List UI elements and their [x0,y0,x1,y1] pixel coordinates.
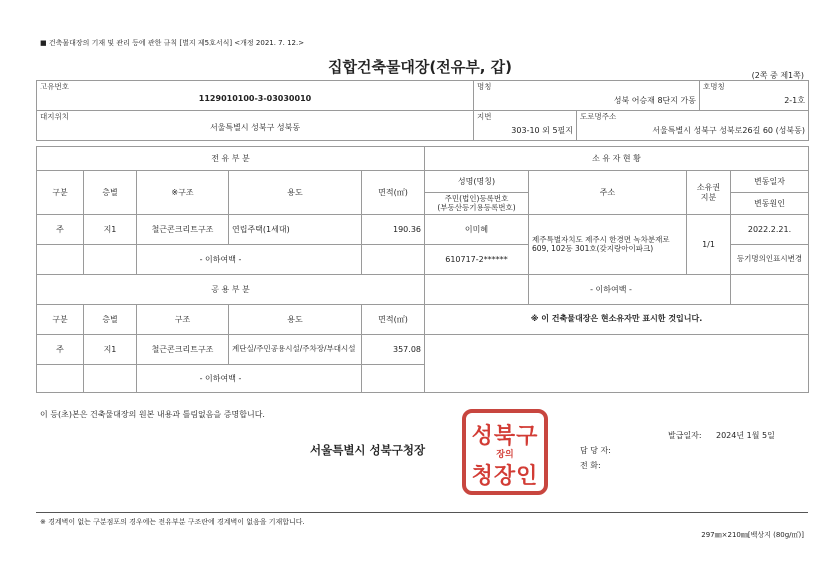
building-name-label: 명칭 [477,82,492,91]
cm-row-area: 357.08 [362,335,425,365]
cm-header-structure: 구조 [137,305,229,335]
owner-name: 이미혜 [425,215,529,245]
site-label: 대지위치 [40,112,69,121]
ex-row-area: 190.36 [362,215,425,245]
road-address-cell [577,111,809,141]
cm-row-floor: 지1 [84,335,137,365]
owner-empty-note: - 이하여백 - [529,275,731,305]
road-address-label: 도로명주소 [580,112,617,121]
ho-value: 2-1호 [784,95,805,105]
ho-label: 호명칭 [703,82,725,91]
owner-address: 제주특별자치도 제주시 한경면 녹차분재로 609, 102동 301호(갖지랑아이파크) [529,215,687,275]
cm-empty-cell [362,365,425,393]
unique-no-label: 고유번호 [40,82,69,91]
ex-row-floor: 지1 [84,215,137,245]
owner-header-change-reason: 변동원인 [731,193,809,215]
owner-change-reason: 등기명의인표시변경 [731,245,809,275]
law-reference: ■ 건축물대장의 기재 및 관리 등에 관한 규칙 [별지 제5호서식] <개정 2021. 7. 12.> [40,39,305,47]
info-table [36,80,809,141]
owner-change-date: 2022.2.21. [731,215,809,245]
owner-regno: 610717-2****** [425,245,529,275]
ho-cell [700,81,809,111]
cm-row-structure: 철근콘크리트구조 [137,335,229,365]
cm-header-div: 구분 [37,305,84,335]
common-section-title: 공 용 부 분 [37,275,425,305]
site-cell [37,111,474,141]
cm-header-floor: 층별 [84,305,137,335]
certification-text: 이 등(초)본은 건축물대장의 원본 내용과 틀림없음을 증명합니다. [40,410,265,419]
ex-empty-cell [84,245,137,275]
seal-text-top: 성북구 [471,424,539,449]
owner-empty-cell [425,275,529,305]
ex-header-area: 면적(㎡) [362,171,425,215]
owner-notice: ※ 이 건축물대장은 현소유자만 표시한 것입니다. [425,305,808,335]
ex-empty-cell [37,245,84,275]
road-address-value: 서울특별시 성북구 성북로26길 60 (성북동) [652,125,805,135]
document-title: 집합건축물대장(전유부, 갑) [327,58,513,76]
jibun-label: 지번 [477,112,492,121]
seal-text-bottom: 청장인 [471,464,539,489]
building-name-cell [474,81,700,111]
owner-header-regno: 주민(법인)등록번호 (부동산등기용등록번호) [425,193,529,215]
page-indicator: (2쪽 중 제1쪽) [751,71,804,80]
paper-spec: 297㎜×210㎜[백상지 (80g/㎡)] [701,531,804,539]
cm-empty-cell [37,365,84,393]
owner-section-title: 소 유 자 현 황 [425,147,809,171]
cm-header-area: 면적(㎡) [362,305,425,335]
issue-date: 2024년 1월 5일 [716,431,775,440]
ex-empty-note: - 이하여백 - [137,245,362,275]
owner-header-name: 성명(명칭) [425,171,529,193]
cm-header-use: 용도 [229,305,362,335]
ex-header-div: 구분 [37,171,84,215]
main-table [36,146,809,393]
ex-row-div: 주 [37,215,84,245]
issuing-office: 서울특별시 성북구청장 [310,443,426,457]
jibun-value: 303-10 외 5필지 [511,125,573,135]
ex-header-floor: 층별 [84,171,137,215]
owner-header-share: 소유권 지분 [687,171,731,215]
issue-date-label: 발급일자: [668,431,702,440]
owner-header-address: 주소 [529,171,687,215]
official-seal [462,409,548,495]
phone-label: 전 화: [580,461,601,470]
footer-divider [36,512,808,513]
seal-text-mid: 장의 [496,450,514,460]
jibun-cell [474,111,577,141]
unique-no-value: 1129010100-3-03030010 [198,93,312,103]
owner-share: 1/1 [687,215,731,275]
exclusive-section-title: 전 유 부 분 [37,147,425,171]
footer-note: ※ 경계벽이 없는 구분점포의 경우에는 전유부분 구조란에 경계벽이 없음을 기재합니다. [40,518,305,526]
ex-row-use: 연립주택(1세대) [229,215,362,245]
cm-row-div: 주 [37,335,84,365]
ex-row-structure: 철근콘크리트구조 [137,215,229,245]
cm-row-use: 계단실/주민공용시설/주차장/부대시설 [229,335,362,365]
cm-empty-cell [84,365,137,393]
owner-notice-area [425,305,809,393]
cm-empty-note: - 이하여백 - [137,365,362,393]
owner-header-change-date: 변동일자 [731,171,809,193]
building-name-value: 성북 어승재 8단지 가동 [613,95,696,105]
clerk-label: 담 당 자: [580,446,611,455]
ex-header-use: 용도 [229,171,362,215]
site-value: 서울특별시 성북구 성북동 [209,122,301,132]
ex-empty-cell [362,245,425,275]
owner-empty-cell [731,275,809,305]
unique-no-cell [37,81,474,111]
ex-header-structure: ※구조 [137,171,229,215]
